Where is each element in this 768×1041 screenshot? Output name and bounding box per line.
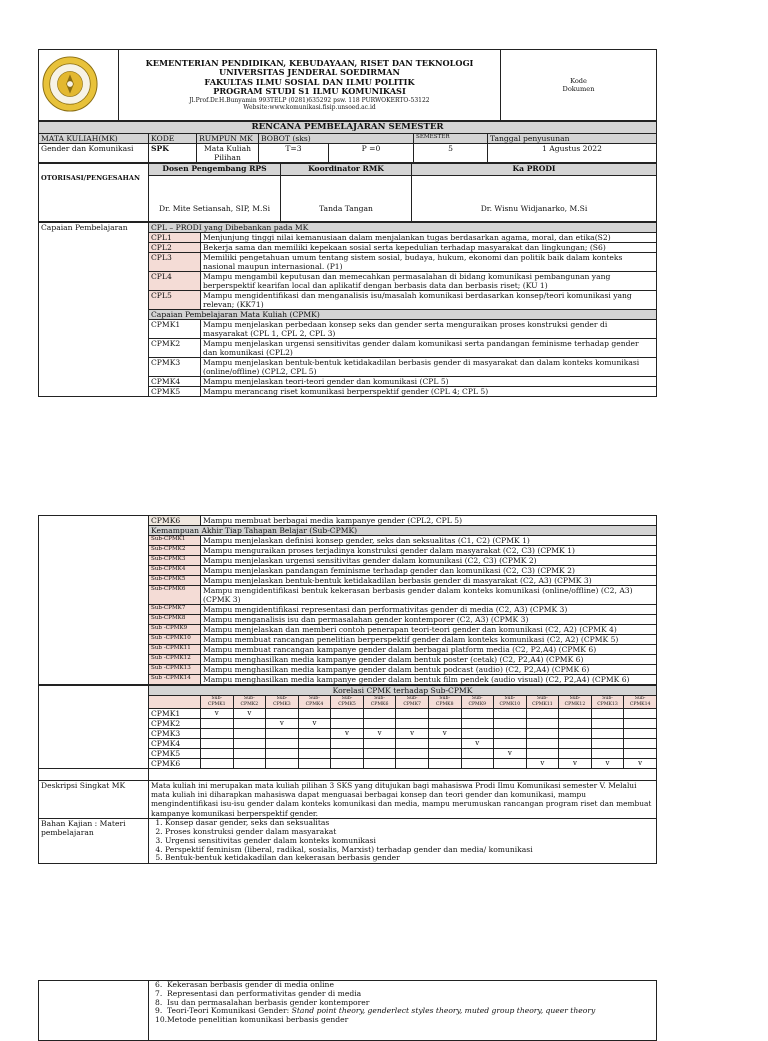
ministry-title: KEMENTERIAN PENDIDIKAN, KEBUDAYAAN, RISET DAN TEKNOLOGI — [145, 57, 474, 68]
bahan-kajian-continued-cell — [149, 981, 657, 1041]
korelasi-mark — [233, 729, 266, 739]
korelasi-mark: v — [428, 729, 461, 739]
korelasi-mark — [363, 749, 396, 759]
sub-cpmk-text: Mampu menjelaskan dan memberi contoh penerapan teori-teori gender dan komunikasi (C2, A2) (CPMK 4) — [201, 625, 657, 635]
kode-label: Kode — [570, 77, 587, 85]
korelasi-header-row — [39, 686, 657, 696]
cpl-header-row — [39, 223, 657, 233]
korelasi-mark — [591, 739, 624, 749]
item-number: 10. — [155, 1015, 168, 1025]
capaian-table — [38, 222, 657, 397]
korelasi-mark: v — [233, 709, 266, 719]
korelasi-mark — [494, 729, 527, 739]
korelasi-mark — [331, 749, 364, 759]
mk-rumpun: Mata Kuliah Pilihan — [197, 144, 259, 163]
korelasi-mark — [428, 739, 461, 749]
korelasi-mark — [526, 719, 559, 729]
korelasi-mark — [298, 709, 331, 719]
korelasi-mark — [494, 719, 527, 729]
korelasi-mark — [233, 719, 266, 729]
program-title: PROGRAM STUDI S1 ILMU KOMUNIKASI — [213, 86, 406, 96]
col-koordinator: Koordinator RMK — [281, 164, 412, 176]
korelasi-mark — [396, 719, 429, 729]
korelasi-mark: v — [591, 759, 624, 769]
korelasi-mark — [591, 729, 624, 739]
korelasi-mark — [331, 719, 364, 729]
sub-cpmk-text: Mampu menguraikan proses terjadinya konstruksi gender dalam masyarakat (C2, C3) (CPMK 1) — [201, 546, 657, 556]
sub-cpmk-code: Sub -CPMK12 — [149, 655, 201, 665]
korelasi-mark — [494, 759, 527, 769]
cpmk-code: CPMK3 — [149, 358, 201, 377]
deskripsi-text: Mata kuliah ini merupakan mata kuliah pilihan 3 SKS yang ditujukan bagi mahasiswa Prodi Ilmu Komunikasi semester V. Melalui mata kuliah ini diharapkan mahasiswa dapat menguasai berbagai konsep dan teori gender dan komunikasi, mampu mengindentifikasi isu-isu gender dalam konteks komunikasi dan media, mampu merumuskan rancangan program riset dan membuat kampanye komunikasi berperspektif gender. — [149, 780, 657, 819]
cpl-code: CPL2 — [149, 243, 201, 253]
university-title: UNIVERSITAS JENDERAL SOEDIRMAN — [219, 67, 400, 77]
korelasi-mark — [559, 739, 592, 749]
korelasi-mark — [624, 739, 657, 749]
mk-kode: SPK — [149, 144, 197, 163]
mk-tanggal: 1 Agustus 2022 — [488, 144, 657, 163]
korelasi-mark — [428, 749, 461, 759]
cpl-header: CPL – PRODI yang Dibebankan pada MK — [149, 223, 657, 233]
mk-name: Gender dan Komunikasi — [39, 144, 149, 163]
korelasi-mark — [298, 739, 331, 749]
cpl-text: Bekerja sama dan memiliki kepekaan sosial serta kepedulian terhadap masyarakat dan lingkungan; (S6) — [201, 243, 657, 253]
item-number: 6. — [155, 980, 163, 989]
sub-cpmk-text: Mampu menghasilkan media kampanye gender dalam bentuk film pendek (audio visual) (C2, P2,A4) (CPMK 6) — [201, 675, 657, 685]
cpl-text: Mampu mengambil keputusan dan memecahkan permasalahan di bidang komunikasi pembangunan yang berperspektif kearifan local dan aplikatif dengan berbasis data dan berbasis riset; (KU 1) — [201, 272, 657, 291]
col-ka-prodi: Ka PRODI — [412, 164, 657, 176]
otorisasi-label: OTORISASI/PENGESAHAN — [39, 164, 149, 222]
bahan-kajian-item: 5. Bentuk-bentuk ketidakadilan dan kekerasan berbasis gender — [165, 854, 654, 863]
korelasi-mark — [559, 719, 592, 729]
korelasi-mark: v — [559, 759, 592, 769]
website: Website:www.komunikasi.fisip.unsoed.ac.id — [243, 104, 376, 111]
bahan-kajian-list-cell — [149, 819, 657, 864]
korelasi-mark — [461, 759, 494, 769]
sub-cpmk-code: Sub-CPMK8 — [149, 615, 201, 625]
korelasi-table — [38, 685, 657, 769]
korelasi-mark — [298, 759, 331, 769]
item-text: Kekerasan berbasis gender di media online — [167, 980, 334, 989]
korelasi-col-header: Sub-CPMK5 — [331, 696, 364, 709]
korelasi-left-blank — [39, 686, 149, 769]
item-text: Teori-Teori Komunikasi Gender: — [167, 1006, 292, 1016]
bahan-kajian-continued — [38, 980, 657, 1041]
page-1 — [38, 49, 657, 397]
korelasi-mark: v — [201, 709, 234, 719]
korelasi-mark — [396, 759, 429, 769]
deskripsi-label: Deskripsi Singkat MK — [39, 780, 149, 819]
korelasi-mark — [363, 739, 396, 749]
korelasi-mark — [591, 709, 624, 719]
korelasi-mark — [266, 739, 299, 749]
cpmk-text: Mampu menjelaskan urgensi sensitivitas gender dalam komunikasi serta pandangan feminisme terhadap gender dan komunikasi (CPL2) — [201, 339, 657, 358]
korelasi-mark — [201, 759, 234, 769]
korelasi-col-header: Sub-CPMK1 — [201, 696, 234, 709]
sub-cpmk-code: Sub-CPMK7 — [149, 605, 201, 615]
korelasi-mark — [624, 709, 657, 719]
korelasi-mark — [266, 729, 299, 739]
cpmk-code: CPMK2 — [149, 339, 201, 358]
col-tanggal: Tanggal penyusunan — [488, 134, 657, 144]
sub-cpmk-code: Sub -CPMK14 — [149, 675, 201, 685]
bahan-kajian-label: Bahan Kajian : Materi pembelajaran — [39, 819, 149, 864]
cpl-code: CPL5 — [149, 291, 201, 310]
korelasi-mark — [494, 739, 527, 749]
col-dosen-pengembang: Dosen Pengembang RPS — [149, 164, 281, 176]
korelasi-mark — [396, 709, 429, 719]
korelasi-mark — [233, 739, 266, 749]
korelasi-mark — [526, 729, 559, 739]
korelasi-mark — [591, 719, 624, 729]
korelasi-mark — [461, 709, 494, 719]
korelasi-mark — [591, 749, 624, 759]
korelasi-mark — [363, 709, 396, 719]
korelasi-mark: v — [494, 749, 527, 759]
korelasi-col-header: Sub-CPMK6 — [363, 696, 396, 709]
signer-koordinator: Tanda Tangan — [281, 176, 412, 222]
cpl-code: CPL1 — [149, 233, 201, 243]
sub-cpmk-text: Mampu menjelaskan bentuk-bentuk ketidakadilan berbasis gender di masyarakat (C2, A3) (CPMK 3) — [201, 576, 657, 586]
korelasi-mark — [428, 709, 461, 719]
cpmk-text: Mampu menjelaskan perbedaan konsep seks dan gender serta menguraikan proses konstruksi gender di masyarakat (CPL 1, CPL 2, CPL 3) — [201, 320, 657, 339]
cpmk-code: CPMK4 — [149, 377, 201, 387]
korelasi-mark — [266, 749, 299, 759]
korelasi-col-header: Sub-CPMK8 — [428, 696, 461, 709]
korelasi-mark — [526, 709, 559, 719]
otorisasi-table — [38, 163, 657, 222]
deskripsi-table — [38, 769, 657, 864]
korelasi-mark — [624, 719, 657, 729]
col-kode: KODE — [149, 134, 197, 144]
sub-cpmk-header: Kemampuan Akhir Tiap Tahapan Belajar (Sub-CPMK) — [149, 526, 657, 536]
korelasi-mark — [298, 729, 331, 739]
sub-cpmk-code: Sub-CPMK2 — [149, 546, 201, 556]
korelasi-mark — [461, 719, 494, 729]
korelasi-col-header: Sub-CPMK11 — [526, 696, 559, 709]
korelasi-mark — [624, 729, 657, 739]
korelasi-header: Korelasi CPMK terhadap Sub-CPMK — [149, 686, 657, 696]
korelasi-col-header: Sub-CPMK12 — [559, 696, 592, 709]
col-mata-kuliah: MATA KULIAH(MK) — [39, 134, 149, 144]
sub-cpmk-code: Sub-CPMK1 — [149, 536, 201, 546]
sub-cpmk-text: Mampu mengidentifikasi bentuk kekerasan berbasis gender dalam konteks komunikasi (online/offline) (C2, A3) (CPMK 3) — [201, 586, 657, 605]
korelasi-mark — [331, 759, 364, 769]
korelasi-mark — [233, 749, 266, 759]
doc-title: RENCANA PEMBELAJARAN SEMESTER — [39, 122, 657, 134]
korelasi-col-header: Sub-CPMK10 — [494, 696, 527, 709]
cpl-text: Memiliki pengetahuan umum tentang sistem sosial, budaya, hukum, ekonomi dan politik baik dalam konteks nasional maupun internasional. (P1) — [201, 253, 657, 272]
korelasi-mark — [363, 759, 396, 769]
korelasi-mark — [559, 749, 592, 759]
signer-kaprodi: Dr. Wisnu Widjanarko, M.Si — [412, 176, 657, 222]
korelasi-row-code: CPMK2 — [149, 719, 201, 729]
korelasi-mark — [201, 719, 234, 729]
cpl-code: CPL4 — [149, 272, 201, 291]
item-text: Metode penelitian komunikasi berbasis gender — [167, 1015, 349, 1025]
korelasi-mark — [201, 749, 234, 759]
korelasi-mark — [428, 759, 461, 769]
sub-cpmk-text: Mampu menghasilkan media kampanye gender dalam bentuk podcast (audio) (C2, P2,A4) (CPMK 6) — [201, 665, 657, 675]
cpmk-text: Mampu merancang riset komunikasi berperspektif gender (CPL 4; CPL 5) — [201, 387, 657, 397]
korelasi-mark — [396, 739, 429, 749]
korelasi-col-header: Sub-CPMK9 — [461, 696, 494, 709]
korelasi-mark — [396, 749, 429, 759]
korelasi-mark — [461, 749, 494, 759]
korelasi-mark — [201, 729, 234, 739]
sub-cpmk-table — [38, 515, 657, 685]
korelasi-col-header: Sub-CPMK7 — [396, 696, 429, 709]
university-seal-icon — [41, 55, 99, 113]
cpmk-code: CPMK1 — [149, 320, 201, 339]
korelasi-mark — [494, 709, 527, 719]
cpmk-text: Mampu menjelaskan teori-teori gender dan komunikasi (CPL 5) — [201, 377, 657, 387]
cpl-text: Mampu mengidentifikasi dan menganalisis isu/masalah komunikasi berdasarkan konsep/teori komunikasi yang relevan; (KK71) — [201, 291, 657, 310]
mk-semester: 5 — [414, 144, 488, 163]
sub-cpmk-code: Sub -CPMK13 — [149, 665, 201, 675]
korelasi-mark: v — [526, 759, 559, 769]
bahan-kajian-label-continued — [39, 981, 149, 1041]
korelasi-row-code: CPMK6 — [149, 759, 201, 769]
korelasi-col-header: Sub-CPMK3 — [266, 696, 299, 709]
korelasi-mark: v — [624, 759, 657, 769]
signer-dosen: Dr. Mite Setiansah, SIP, M.Si — [149, 176, 281, 222]
korelasi-mark: v — [331, 729, 364, 739]
sub-cpmk-text: Mampu menjelaskan definisi konsep gender, seks dan seksualitas (C1, C2) (CPMK 1) — [201, 536, 657, 546]
kode-dokumen-cell — [501, 50, 657, 121]
sub-cpmk-code: Sub-CPMK4 — [149, 566, 201, 576]
cpmk-text: Mampu menjelaskan bentuk-bentuk ketidakadilan berbasis gender di masyarakat dan dalam konteks komunikasi (online/offline) (CPL2, CPL 5) — [201, 358, 657, 377]
col-bobot: BOBOT (sks) — [259, 134, 414, 144]
korelasi-row-code: CPMK1 — [149, 709, 201, 719]
cpmk-text: Mampu membuat berbagai media kampanye gender (CPL2, CPL 5) — [201, 516, 657, 526]
korelasi-mark — [559, 709, 592, 719]
korelasi-col-header: Sub-CPMK14 — [624, 696, 657, 709]
korelasi-mark: v — [266, 719, 299, 729]
korelasi-mark — [559, 729, 592, 739]
bahan-kajian-item: 1. Konsep dasar gender, seks dan seksualitas — [165, 819, 654, 828]
korelasi-corner — [149, 696, 201, 709]
korelasi-mark — [331, 709, 364, 719]
cpmk6-row — [39, 516, 657, 526]
logo-cell — [39, 50, 119, 121]
sub-cpmk-text: Mampu menganalisis isu dan permasalahan gender kontemporer (C2, A3) (CPMK 3) — [201, 615, 657, 625]
item-text-italic: Stand point theory, genderlect styles theory, muted group theory, queer theory — [291, 1006, 596, 1016]
sub-cpmk-text: Mampu menjelaskan pandangan feminisme terhadap gender dan komunikasi (C2, C3) (CPMK 2) — [201, 566, 657, 576]
capaian-label: Capaian Pembelajaran — [39, 223, 149, 397]
korelasi-mark — [266, 759, 299, 769]
cpl-code: CPL3 — [149, 253, 201, 272]
sub-cpmk-text: Mampu membuat rancangan kampanye gender dalam berbagai platform media (C2, P2,A4) (CPMK 6) — [201, 645, 657, 655]
mk-bobot-t: T=3 — [259, 144, 329, 163]
korelasi-mark — [331, 739, 364, 749]
korelasi-row-code: CPMK5 — [149, 749, 201, 759]
address: Jl.Prof.Dr.H.Bunyamin 993TELP (0281)635292 psw. 118 PURWOKERTO-53122 — [189, 96, 430, 104]
sub-cpmk-text: Mampu membuat rancangan penelitian berperspektif gender dalam konteks komunikasi (C2, A2) (CPMK 5) — [201, 635, 657, 645]
bahan-kajian-item: 3. Urgensi sensitivitas gender dalam konteks komunikasi — [165, 837, 654, 846]
cpmk-code: CPMK5 — [149, 387, 201, 397]
korelasi-mark — [461, 729, 494, 739]
faculty-title: FAKULTAS ILMU SOSIAL DAN ILMU POLITIK — [204, 76, 415, 87]
korelasi-mark: v — [396, 729, 429, 739]
cpmk-code: CPMK6 — [149, 516, 201, 526]
col-rumpun: RUMPUN MK — [197, 134, 259, 144]
sub-cpmk-code: Sub -CPMK9 — [149, 625, 201, 635]
korelasi-row-code: CPMK4 — [149, 739, 201, 749]
mk-bobot-p: P =0 — [329, 144, 414, 163]
korelasi-mark — [526, 739, 559, 749]
korelasi-mark: v — [363, 729, 396, 739]
item-text: Isu dan permasalahan berbasis gender kontemporer — [167, 997, 370, 1007]
page-3 — [38, 980, 657, 1041]
cpl-text: Menjunjung tinggi nilai kemanusiaan dalam menjalankan tugas berdasarkan agama, moral, dan etika(S2) — [201, 233, 657, 243]
sub-cpmk-text: Mampu mengidentifikasi representasi dan performativitas gender di media (C2, A3) (CPMK 3) — [201, 605, 657, 615]
sub-cpmk-code: Sub-CPMK3 — [149, 556, 201, 566]
korelasi-row-code: CPMK3 — [149, 729, 201, 739]
sub-cpmk-code: Sub-CPMK5 — [149, 576, 201, 586]
korelasi-col-header: Sub-CPMK2 — [233, 696, 266, 709]
korelasi-mark — [428, 719, 461, 729]
korelasi-mark — [266, 709, 299, 719]
sub-cpmk-code: Sub -CPMK10 — [149, 635, 201, 645]
korelasi-mark — [526, 749, 559, 759]
bahan-kajian-item: 2. Proses konstruksi gender dalam masyarakat — [165, 828, 654, 837]
mk-table — [38, 121, 657, 163]
bahan-kajian-list — [151, 819, 654, 863]
bahan-kajian-item: 4. Perspektif feminism (liberal, radikal, sosialis, Marxist) terhadap gender dan media/ komunikasi — [165, 846, 654, 855]
page-2 — [38, 515, 657, 864]
korelasi-col-header: Sub-CPMK4 — [298, 696, 331, 709]
korelasi-mark — [624, 749, 657, 759]
col-semester: SEMESTER — [414, 134, 488, 144]
korelasi-mark — [298, 749, 331, 759]
korelasi-mark — [363, 719, 396, 729]
sub-cpmk-text: Mampu menghasilkan media kampanye gender dalam bentuk poster (cetak) (C2, P2,A4) (CPMK 6) — [201, 655, 657, 665]
korelasi-mark: v — [298, 719, 331, 729]
korelasi-mark: v — [461, 739, 494, 749]
item-text: Representasi dan performativitas gender di media — [167, 988, 362, 998]
sub-cpmk-text: Mampu menjelaskan urgensi sensitivitas gender dalam komunikasi (C2, C3) (CPMK 2) — [201, 556, 657, 566]
korelasi-mark — [201, 739, 234, 749]
cpmk-header: Capaian Pembelajaran Mata Kuliah (CPMK) — [149, 310, 657, 320]
sub-left-blank — [39, 516, 149, 685]
dokumen-label: Dokumen — [562, 85, 595, 93]
item-number: 7. — [155, 988, 163, 998]
sub-cpmk-code: Sub-CPMK6 — [149, 586, 201, 605]
sub-cpmk-code: Sub -CPMK11 — [149, 645, 201, 655]
header-table — [38, 49, 657, 121]
korelasi-col-header: Sub-CPMK13 — [591, 696, 624, 709]
korelasi-mark — [233, 759, 266, 769]
item-number: 8. — [155, 997, 163, 1007]
item-number: 9. — [155, 1006, 163, 1016]
header-title-cell — [119, 50, 501, 121]
